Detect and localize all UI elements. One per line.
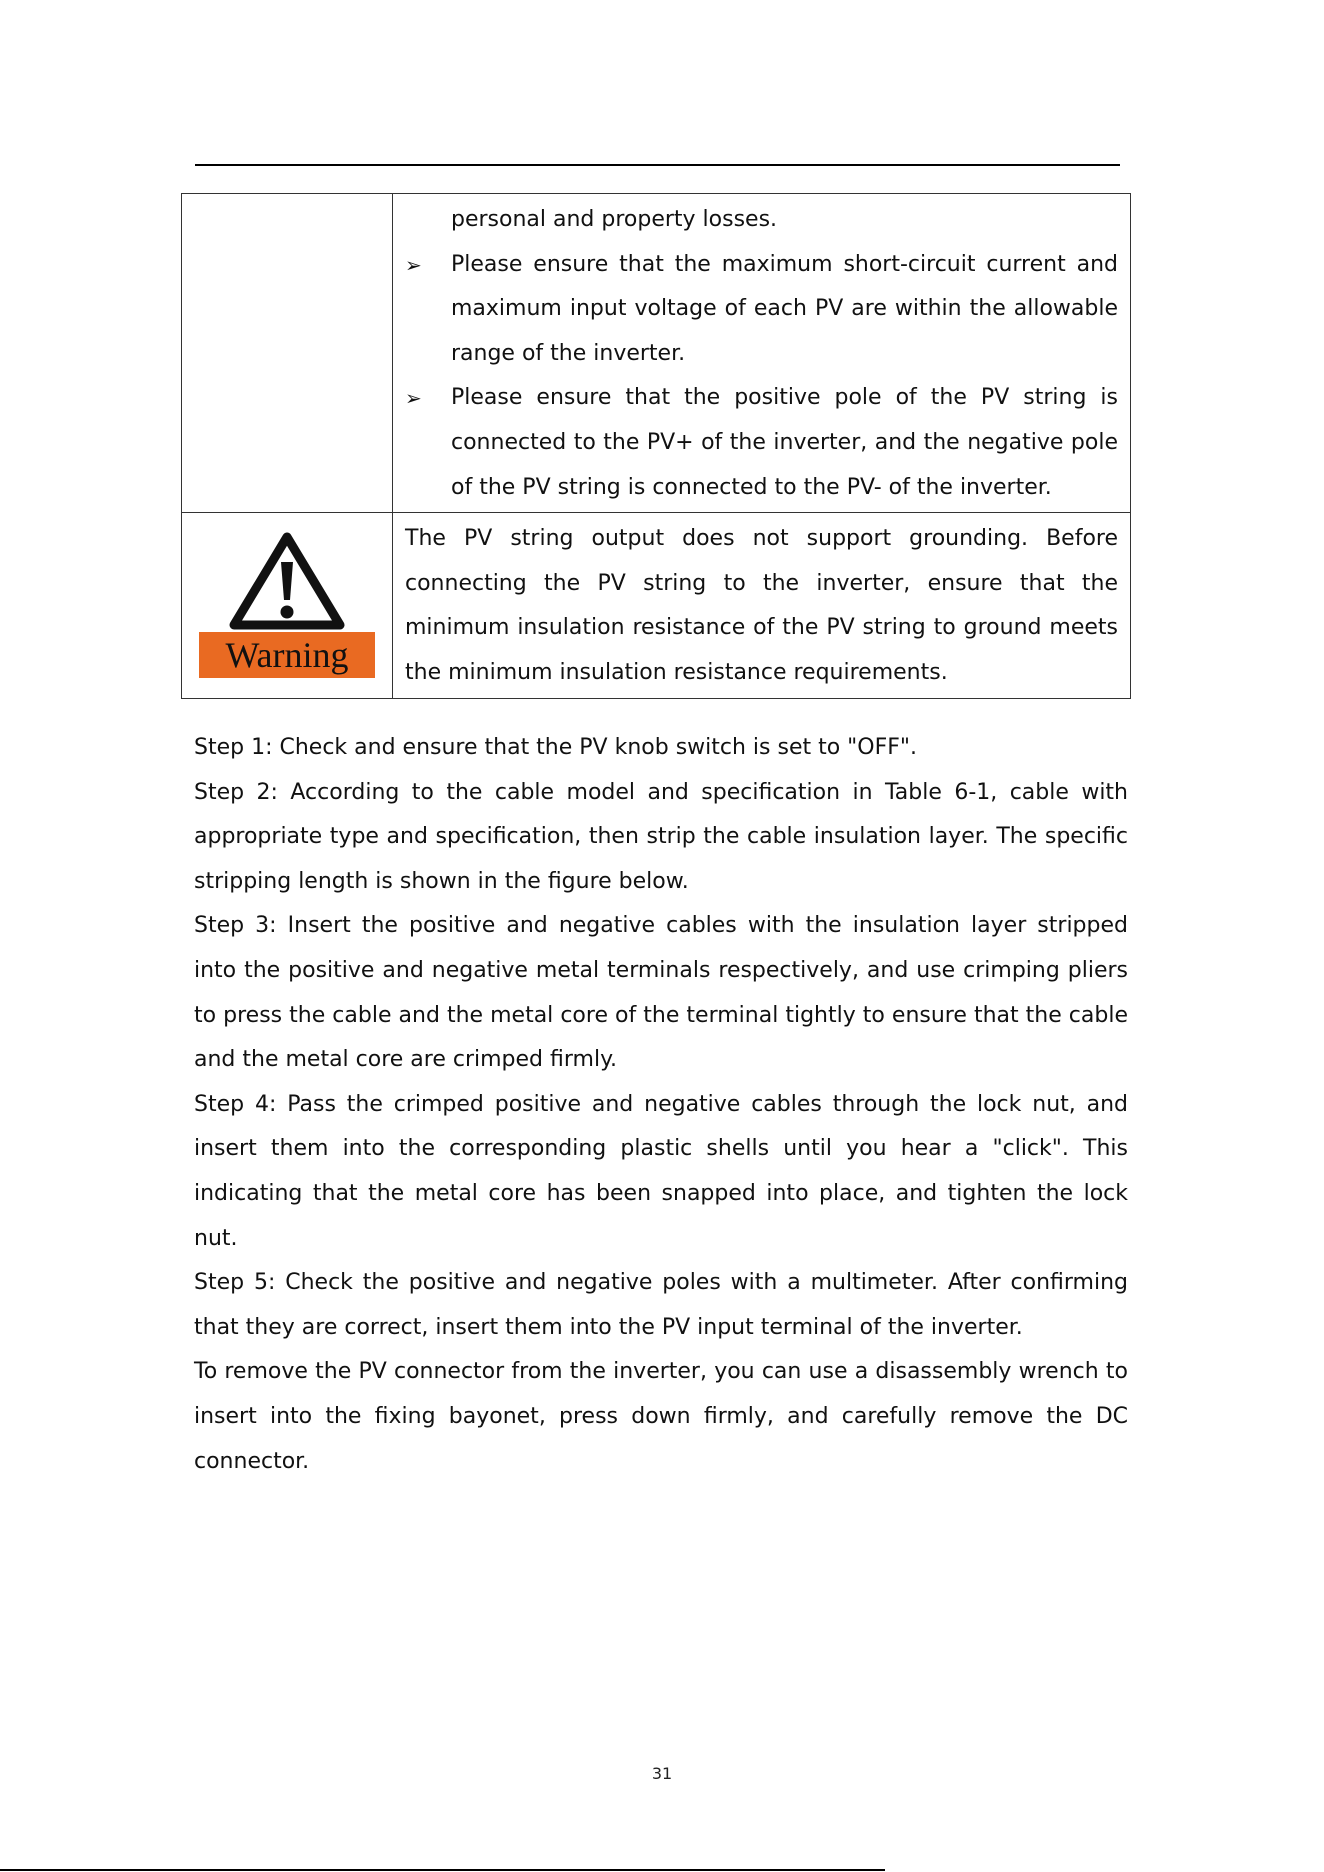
safety-notice-table: [181, 193, 1131, 699]
continuation-text: personal and property losses.: [451, 207, 778, 232]
step-paragraph: Step 3: Insert the positive and negative cables with the insulation layer stripped into the positive and negative metal terminals respectively, and use crimping pliers to press the cable and the metal core of the terminal tightly to ensure that the cable and the metal core are crimped firmly.: [194, 913, 1128, 1073]
warning-icon-cell: [182, 513, 393, 697]
bullet-item: [405, 243, 1118, 377]
warning-label: Warning: [199, 632, 375, 678]
warning-row: [182, 513, 1130, 697]
procedure-steps: [194, 726, 1128, 1484]
notice-text-cell: [393, 194, 1130, 512]
removal-paragraph: To remove the PV connector from the inverter, you can use a disassembly wrench to insert into the fixing bayonet, press down firmly, and carefully remove the DC connector.: [194, 1359, 1128, 1474]
empty-icon-cell: [182, 194, 393, 512]
notice-row-continued: [182, 194, 1130, 513]
header-rule: [195, 164, 1120, 166]
bullet-item: [405, 376, 1118, 510]
arrow-bullet-icon: ➢: [405, 386, 422, 411]
step-paragraph: Step 5: Check the positive and negative poles with a multimeter. After confirming that they are correct, insert them into the PV input terminal of the inverter.: [194, 1270, 1128, 1340]
footer-rule: [0, 1869, 885, 1871]
page-number: 31: [651, 1764, 673, 1783]
warning-triangle-icon: [229, 532, 345, 630]
bullet-text: Please ensure that the positive pole of the PV string is connected to the PV+ of the inverter, and the negative pole of the PV string is connected to the PV- of the inverter.: [451, 385, 1118, 500]
warning-badge: [199, 532, 375, 678]
warning-text: The PV string output does not support grounding. Before connecting the PV string to the inverter, ensure that the minimum insulation resistance of the PV string to ground meets the minimum insulation resistance requirements.: [405, 526, 1118, 685]
step-paragraph: Step 4: Pass the crimped positive and negative cables through the lock nut, and insert them into the corresponding plastic shells until you hear a "click". This indicating that the metal core has been snapped into place, and tighten the lock nut.: [194, 1091, 1128, 1251]
step-paragraph: Step 1: Check and ensure that the PV knob switch is set to "OFF".: [194, 735, 918, 760]
step-paragraph: Step 2: According to the cable model and specification in Table 6-1, cable with appropriate type and specification, then strip the cable insulation layer. The specific stripping length is shown in the figure below.: [194, 779, 1128, 894]
bullet-text: Please ensure that the maximum short-circuit current and maximum input voltage of each PV are within the allowable range of the inverter.: [451, 251, 1118, 366]
arrow-bullet-icon: ➢: [405, 252, 422, 277]
